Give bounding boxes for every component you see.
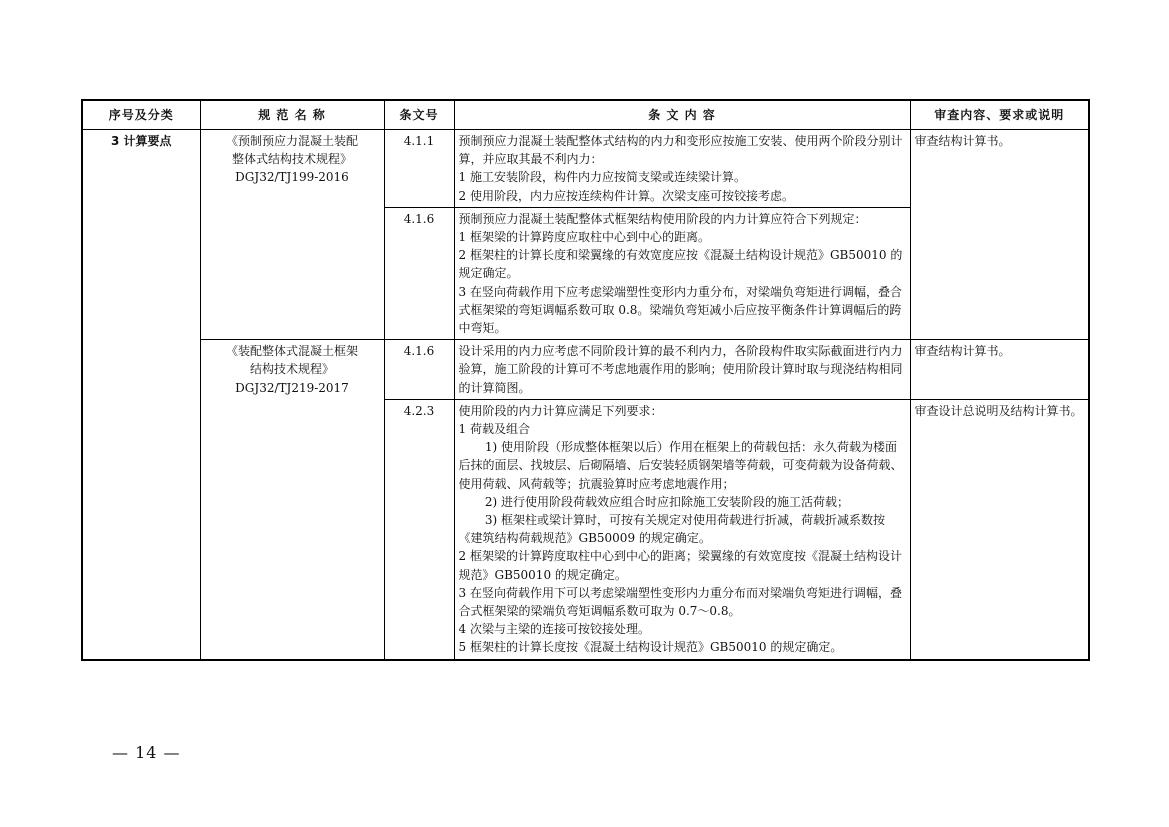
standard-name-cell [200,130,384,340]
clause-line: 2 框架梁的计算跨度取柱中心到中心的距离；梁翼缘的有效宽度按《混凝土结构设计规范》GB50010 的规定确定。 [458,549,902,582]
clause-content-cell [454,340,910,400]
clause-line: 预制预应力混凝土装配整体式结构的内力和变形应按施工安装、使用两个阶段分别计算，并应取其最不利内力： [458,134,903,167]
header-clause-content: 条 文 内 容 [454,100,910,130]
standard-code: DGJ32/TJ219-2017 [235,380,349,395]
clause-no-cell: 4.2.3 [384,399,454,659]
clause-line: 1 施工安装阶段，构件内力应按简支梁或连续梁计算。 [458,170,746,185]
clause-no-cell: 4.1.6 [384,340,454,400]
standard-name-line: 《预制预应力混凝土装配 [225,134,358,148]
clause-line: 2) 进行使用阶段荷载效应组合时应扣除施工安装阶段的施工活荷载； [484,494,850,509]
clause-content-cell [454,399,910,659]
standard-name-cell [200,340,384,660]
review-note-cell: 审查结构计算书。 [910,130,1089,340]
clause-line: 1 荷载及组合 [458,422,530,437]
standard-name-line: 结构技术规程》 [249,362,334,377]
clause-line: 4 次梁与主梁的连接可按铰接处理。 [458,622,650,637]
table-header-row [82,100,1089,130]
table-row [82,130,1089,208]
review-note-cell: 审查结构计算书。 [910,340,1089,400]
header-review-note: 审查内容、要求或说明 [910,100,1089,130]
clause-content-cell [454,130,910,208]
clause-line: 使用阶段的内力计算应满足下列要求： [458,403,663,418]
clause-line: 3) 框架柱或梁计算时，可按有关规定对使用荷载进行折减，荷载折减系数按《建筑结构荷载规范》GB50009 的规定确定。 [458,513,886,546]
review-note-cell: 审查设计总说明及结构计算书。 [910,399,1089,659]
category-cell: 3 计算要点 [82,130,200,660]
standard-name-line: 《装配整体式混凝土框架 [225,344,358,359]
header-clause-no: 条文号 [384,100,454,130]
clause-line: 1) 使用阶段（形成整体框架以后）作用在框架上的荷载包括：永久荷载为楼面后抹的面层、找坡层、后砌隔墙、后安装轻质钢架墙等荷载，可变荷载为设备荷载、使用荷载、风荷载等；抗震验算时应考虑地震作用； [458,440,903,491]
header-category: 序号及分类 [82,100,200,130]
clause-line: 预制预应力混凝土装配整体式框架结构使用阶段的内力计算应符合下列规定： [458,211,867,226]
clause-content-cell [454,207,910,339]
clause-no-cell: 4.1.1 [384,130,454,208]
clause-line: 1 框架梁的计算跨度应取柱中心到中心的距离。 [458,230,710,245]
clause-line: 5 框架柱的计算长度按《混凝土结构设计规范》GB50010 的规定确定。 [458,640,843,655]
clause-line: 3 在竖向荷载作用下可以考虑梁端塑性变形内力重分布而对梁端负弯矩进行调幅，叠合式框架梁的梁端负弯矩调幅系数可取为 0.7～0.8。 [458,585,902,619]
page-number: — 14 — [112,743,181,762]
clause-no-cell: 4.1.6 [384,207,454,339]
standard-name-line: 整体式结构技术规程》 [231,152,352,167]
review-table [81,99,1090,661]
table-row [82,340,1089,400]
header-standard-name: 规 范 名 称 [200,100,384,130]
clause-line: 2 框架柱的计算长度和梁翼缘的有效宽度应按《混凝土结构设计规范》GB50010 的规定确定。 [458,248,903,281]
clause-line: 2 使用阶段，内力应按连续构件计算。次梁支座可按铰接考虑。 [458,188,794,203]
clause-line: 3 在竖向荷载作用下应考虑梁端塑性变形内力重分布，对梁端负弯矩进行调幅，叠合式框架梁的弯矩调幅系数可取 0.8。梁端负弯矩减小后应按平衡条件计算调幅后的跨中弯矩。 [458,284,902,336]
clause-line: 设计采用的内力应考虑不同阶段计算的最不利内力，各阶段构件取实际截面进行内力验算，施工阶段的计算可不考虑地震作用的影响；使用阶段计算时取与现浇结构相同的计算简图。 [458,344,903,395]
standard-code: DGJ32/TJ199-2016 [235,170,349,185]
spec-table-wrapper [81,99,1088,661]
